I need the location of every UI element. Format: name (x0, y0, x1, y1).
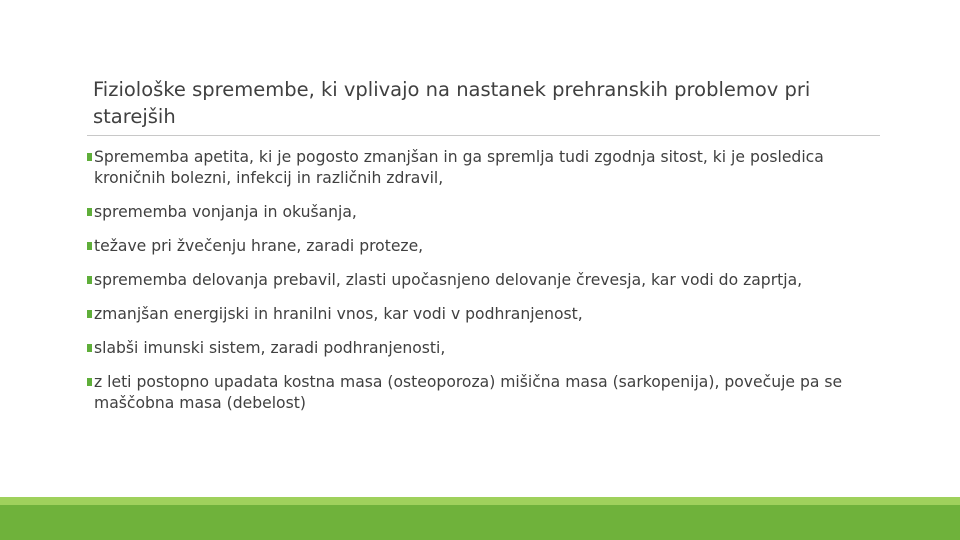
square-bullet-icon (87, 242, 92, 250)
square-bullet-icon (87, 208, 92, 216)
bullet-text: težave pri žvečenju hrane, zaradi proteze, (94, 237, 424, 255)
bullet-text: z leti postopno upadata kostna masa (osteoporoza) mišična masa (sarkopenija), povečuje pa se maščobna masa (debelost) (94, 373, 843, 412)
bullet-text: Sprememba apetita, ki je pogosto zmanjšan in ga spremlja tudi zgodnja sitost, ki je posledica kroničnih bolezni, infekcij in različnih zdravil, (94, 148, 824, 187)
bullet-item (87, 147, 877, 189)
bullet-text: sprememba vonjanja in okušanja, (94, 203, 357, 221)
bullet-item (87, 372, 877, 414)
bullet-text: zmanjšan energijski in hranilni vnos, kar vodi v podhranjenost, (94, 305, 583, 323)
bottom-accent-stripe-dark (0, 505, 960, 540)
square-bullet-icon (87, 276, 92, 284)
bottom-accent-bar (0, 497, 960, 540)
title-divider (87, 135, 880, 136)
square-bullet-icon (87, 153, 92, 161)
bullet-text: sprememba delovanja prebavil, zlasti upočasnjeno delovanje črevesja, kar vodi do zaprtja, (94, 271, 803, 289)
bullet-text: slabši imunski sistem, zaradi podhranjenosti, (94, 339, 446, 357)
bullet-item (87, 202, 877, 223)
bullet-item (87, 270, 877, 291)
square-bullet-icon (87, 378, 92, 386)
square-bullet-icon (87, 310, 92, 318)
bullet-item (87, 304, 877, 325)
square-bullet-icon (87, 344, 92, 352)
bullet-list (87, 147, 877, 414)
slide-title: Fiziološke spremembe, ki vplivajo na nastanek prehranskih problemov pri starejših (93, 78, 811, 128)
bullet-item (87, 236, 877, 257)
bullet-item (87, 338, 877, 359)
bottom-accent-stripe-light (0, 497, 960, 505)
